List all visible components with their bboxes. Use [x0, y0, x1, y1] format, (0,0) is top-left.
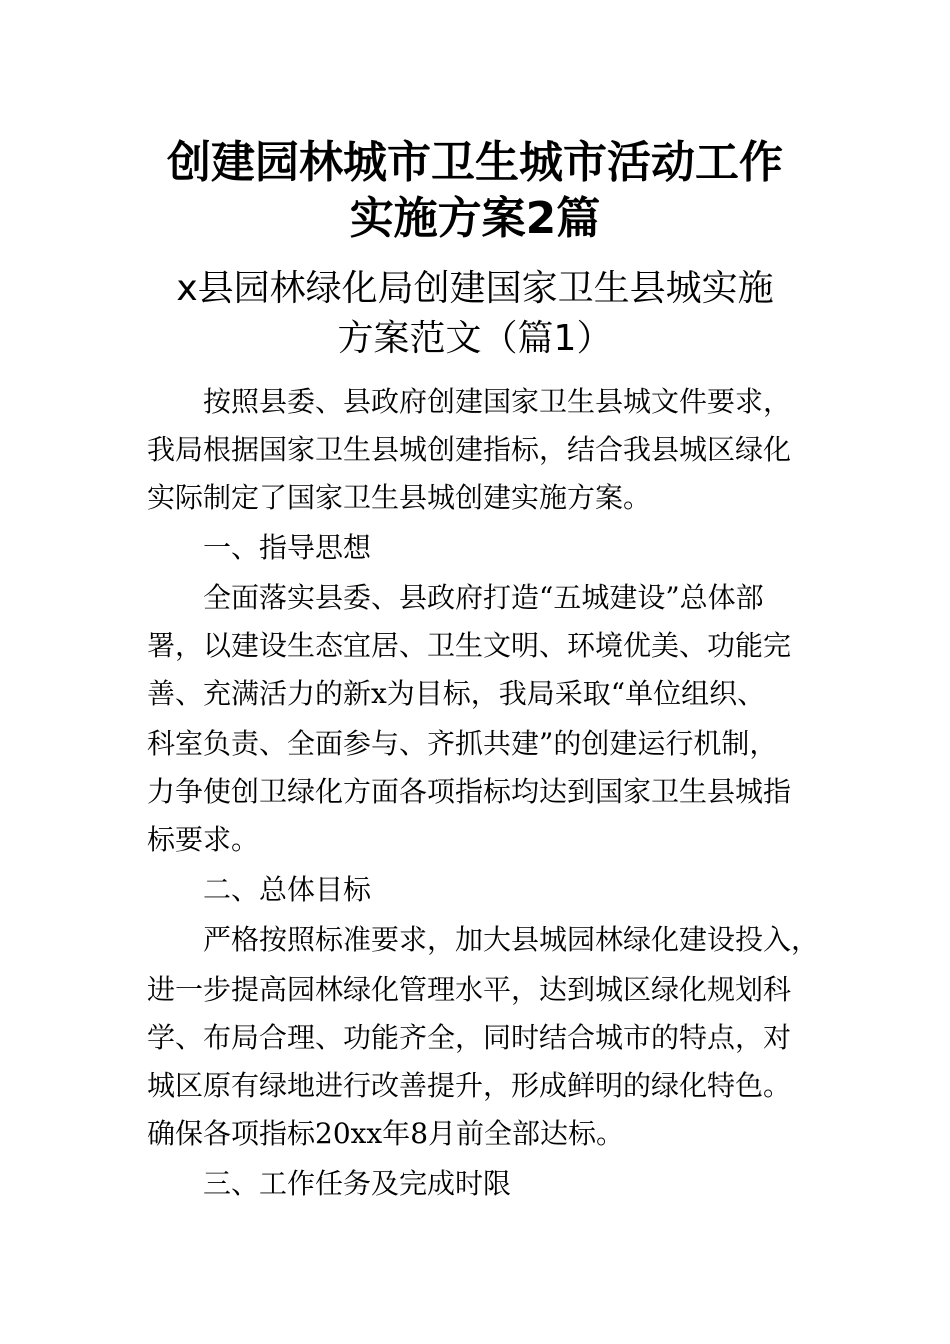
document-title-line-1: 创建园林城市卫生城市活动工作 — [167, 137, 783, 188]
paragraph-line: 我局根据国家卫生县城创建指标，结合我县城区绿化 — [147, 433, 792, 466]
section-heading-overall-goal: 二、总体目标 — [203, 873, 372, 906]
document-subtitle-line-2: 方案范文（篇1） — [337, 318, 613, 359]
paragraph-line: 力争使创卫绿化方面各项指标均达到国家卫生县城指 — [147, 775, 792, 808]
paragraph-line: 全面落实县委、县政府打造“五城建设”总体部 — [147, 581, 764, 614]
paragraph-line: 实际制定了国家卫生县城创建实施方案。 — [147, 481, 652, 514]
paragraph-line: 城区原有绿地进行改善提升，形成鲜明的绿化特色。 — [147, 1069, 792, 1102]
section-heading-work-tasks: 三、工作任务及完成时限 — [203, 1167, 512, 1200]
paragraph-line: 署，以建设生态宜居、卫生文明、环境优美、功能完 — [147, 629, 792, 662]
paragraph-line: 善、充满活力的新x为目标，我局采取“单位组织、 — [147, 677, 766, 710]
paragraph-line: 进一步提高园林绿化管理水平，达到城区绿化规划科 — [147, 973, 792, 1006]
paragraph-line: 标要求。 — [147, 823, 260, 856]
document-title-line-2: 实施方案2篇 — [349, 193, 601, 244]
paragraph-line: 严格按照标准要求，加大县城园林绿化建设投入， — [147, 923, 820, 956]
section-heading-guiding-ideology: 一、指导思想 — [203, 531, 372, 564]
paragraph-line: 科室负责、全面参与、齐抓共建”的创建运行机制， — [147, 727, 778, 760]
paragraph-line: 学、布局合理、功能齐全，同时结合城市的特点，对 — [147, 1021, 792, 1054]
paragraph-line: 按照县委、县政府创建国家卫生县城文件要求， — [147, 385, 792, 418]
document-subtitle-line-1: x县园林绿化局创建国家卫生县城实施 — [176, 268, 774, 309]
paragraph-line: 确保各项指标20xx年8月前全部达标。 — [147, 1117, 625, 1150]
